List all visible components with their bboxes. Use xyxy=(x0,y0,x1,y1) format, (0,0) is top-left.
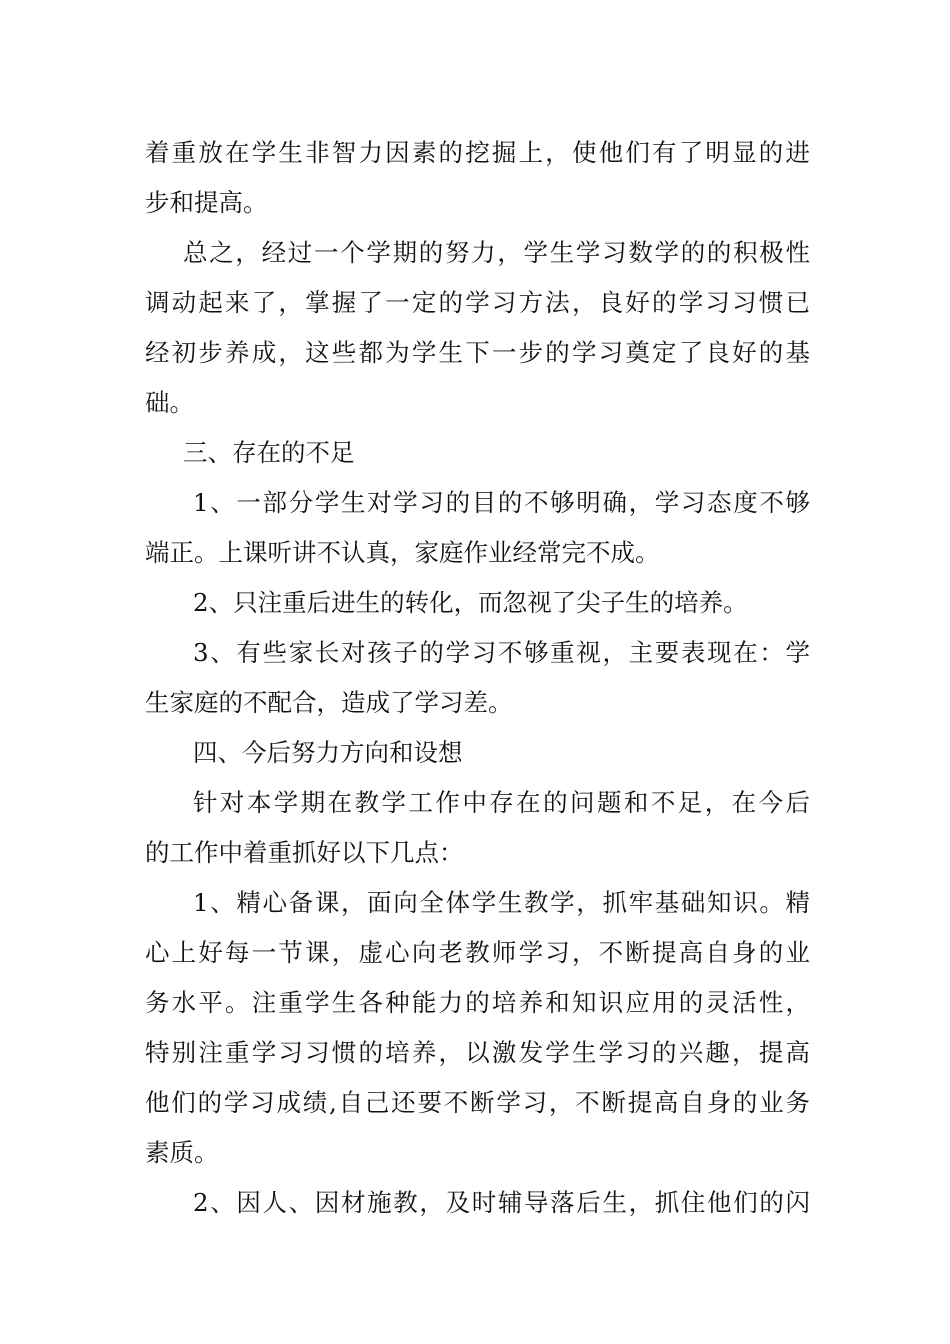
paragraph-line: 心上好每一节课，虚心向老教师学习，不断提高自身的业 xyxy=(145,938,810,967)
paragraph-line: 2、因人、因材施教，及时辅导落后生，抓住他们的闪 xyxy=(193,1188,810,1217)
paragraph-line: 针对本学期在教学工作中存在的问题和不足，在今后 xyxy=(193,788,810,817)
paragraph-line: 端正。上课听讲不认真，家庭作业经常完不成。 xyxy=(145,538,660,567)
paragraph-line: 着重放在学生非智力因素的挖掘上，使他们有了明显的进 xyxy=(145,138,810,167)
paragraph-line: 他们的学习成绩,自己还要不断学习，不断提高自身的业务 xyxy=(145,1088,810,1117)
paragraph-line: 1、一部分学生对学习的目的不够明确，学习态度不够 xyxy=(193,488,810,517)
paragraph-line: 础。 xyxy=(145,388,194,417)
paragraph-line: 素质。 xyxy=(145,1138,219,1167)
paragraph-line: 1、精心备课，面向全体学生教学，抓牢基础知识。精 xyxy=(193,888,810,917)
paragraph-line: 特别注重学习习惯的培养，以激发学生学习的兴趣，提高 xyxy=(145,1038,810,1067)
paragraph-line: 3、有些家长对孩子的学习不够重视，主要表现在：学 xyxy=(193,638,810,667)
paragraph-line: 经初步养成，这些都为学生下一步的学习奠定了良好的基 xyxy=(145,338,810,367)
document-body xyxy=(145,128,810,1228)
paragraph-line: 的工作中着重抓好以下几点： xyxy=(145,838,464,867)
paragraph-line: 2、只注重后进生的转化，而忽视了尖子生的培养。 xyxy=(193,588,748,617)
paragraph-line: 调动起来了，掌握了一定的学习方法，良好的学习习惯已 xyxy=(145,288,810,317)
section-heading: 四、今后努力方向和设想 xyxy=(193,738,463,767)
paragraph-line: 务水平。注重学生各种能力的培养和知识应用的灵活性， xyxy=(145,988,810,1017)
section-heading: 三、存在的不足 xyxy=(183,438,355,467)
paragraph-line: 总之，经过一个学期的努力，学生学习数学的的积极性 xyxy=(183,238,810,267)
paragraph-line: 生家庭的不配合，造成了学习差。 xyxy=(145,688,513,717)
paragraph-line: 步和提高。 xyxy=(145,188,268,217)
